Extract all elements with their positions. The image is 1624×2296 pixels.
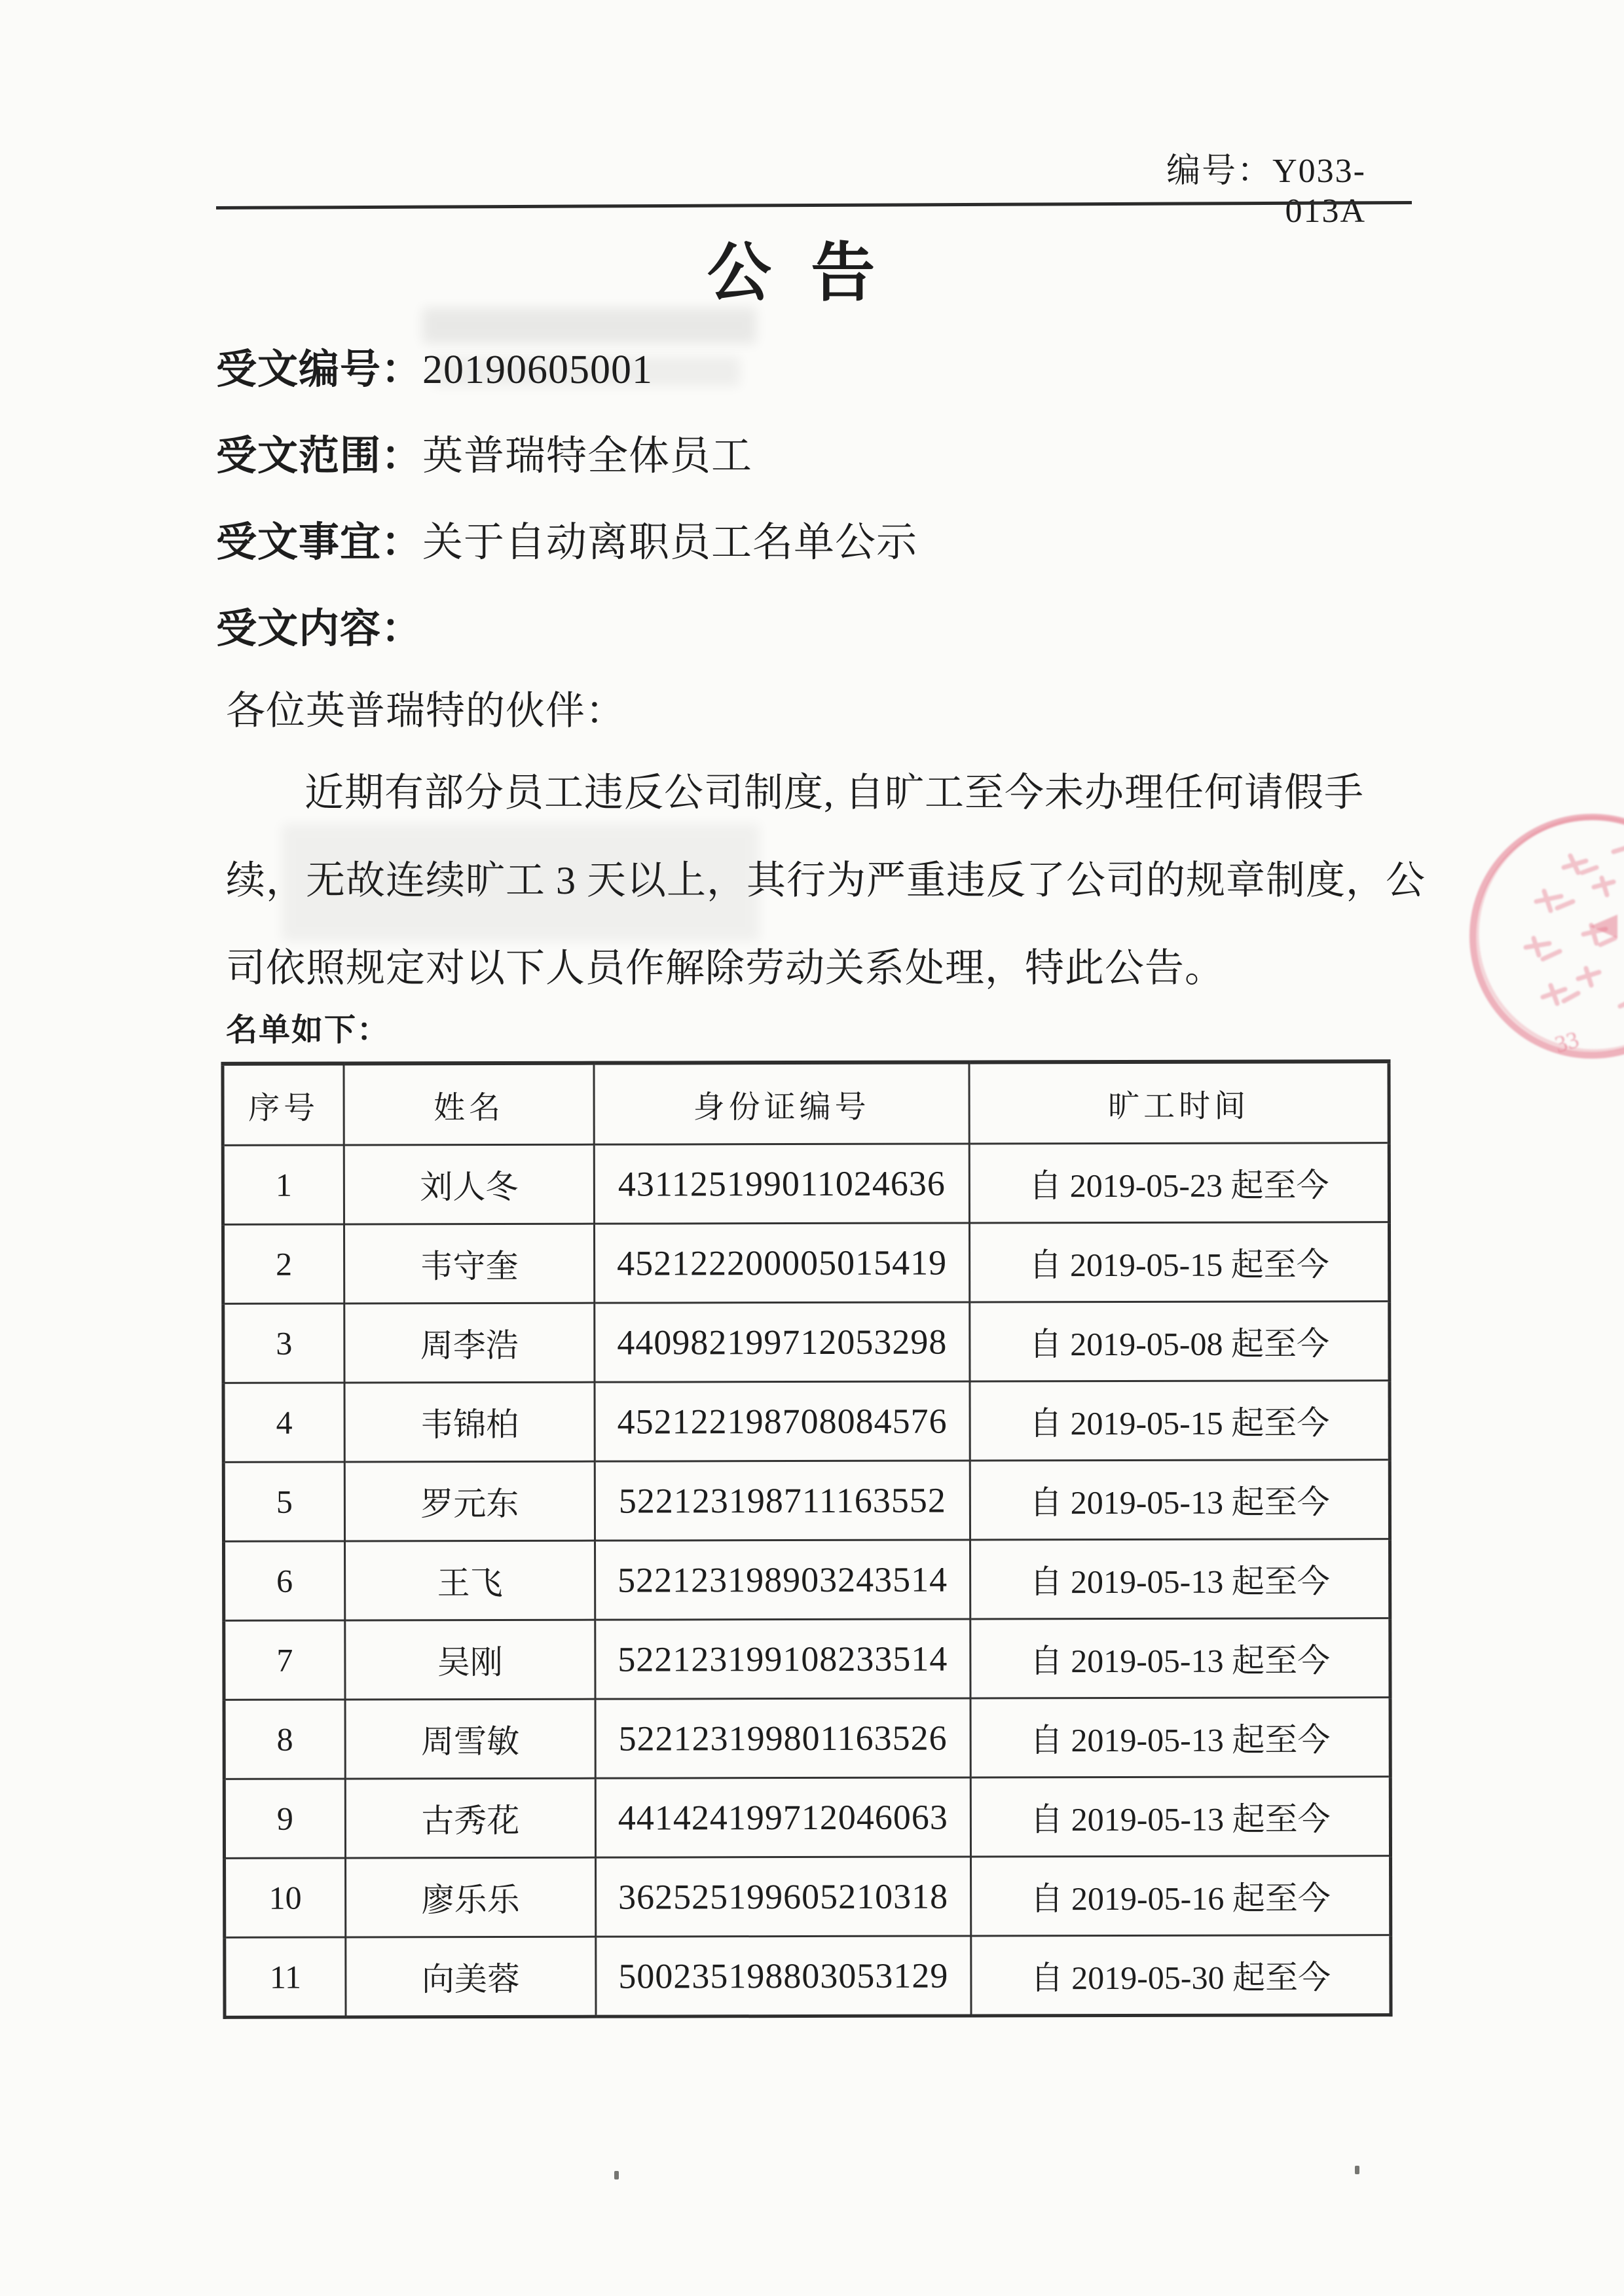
cell-index: 5	[223, 1462, 344, 1541]
header-cell-index: 序号	[223, 1063, 344, 1145]
cell-index: 6	[224, 1541, 345, 1620]
table-row	[224, 1618, 1390, 1700]
cell-id: 452122198708084576	[595, 1381, 970, 1461]
cell-name: 吴刚	[345, 1620, 595, 1700]
table-row	[223, 1143, 1389, 1225]
cell-name: 韦守奎	[344, 1224, 594, 1303]
header-cell-id: 身份证编号	[594, 1062, 969, 1144]
cell-id: 362525199605210318	[596, 1857, 971, 1937]
paragraph-line: 续，无故连续旷工 3 天以上，其行为严重违反了公司的规章制度，公	[226, 859, 1426, 902]
cell-index: 9	[224, 1779, 345, 1858]
cell-name: 古秀花	[345, 1778, 595, 1858]
cell-index: 2	[223, 1224, 344, 1303]
cell-absence: 自 2019-05-30 起至今	[971, 1935, 1391, 2016]
paragraph-line: 近期有部分员工违反公司制度, 自旷工至今未办理任何请假手	[304, 771, 1364, 814]
table-header-row	[223, 1061, 1389, 1145]
list-intro: 名单如下：	[226, 1013, 390, 1048]
cell-id: 522123199801163526	[595, 1698, 970, 1778]
cell-index: 1	[223, 1145, 344, 1224]
cell-name: 韦锦柏	[344, 1382, 595, 1462]
cell-id: 522123198711163552	[595, 1461, 970, 1540]
header-cell-absence: 旷工时间	[969, 1061, 1389, 1144]
cell-index: 10	[225, 1858, 346, 1937]
cell-id: 441424199712046063	[595, 1777, 970, 1857]
table-row	[223, 1302, 1390, 1383]
cell-index: 3	[223, 1303, 344, 1383]
cell-name: 向美蓉	[346, 1937, 596, 2017]
cell-id: 452122200005015419	[594, 1223, 969, 1303]
cell-absence: 自 2019-05-13 起至今	[970, 1777, 1390, 1857]
doc-number: 编号：Y033-013A	[1166, 153, 1366, 230]
stamp-ring	[1473, 817, 1624, 1058]
table-row	[223, 1222, 1389, 1304]
table-row	[223, 1460, 1390, 1542]
field-label: 受文内容：	[216, 606, 423, 651]
cell-absence: 自 2019-05-16 起至今	[971, 1856, 1391, 1936]
cell-name: 王飞	[345, 1540, 595, 1620]
field-row-subject	[216, 509, 918, 565]
field-value: 关于自动离职员工名单公示	[422, 520, 918, 565]
cell-index: 7	[224, 1620, 345, 1700]
table-row	[225, 1935, 1391, 2018]
cell-index: 8	[224, 1700, 345, 1779]
cell-id: 440982199712053298	[595, 1302, 970, 1382]
stamp-digits: 33	[1551, 1026, 1582, 1058]
cell-index: 11	[225, 1937, 346, 2017]
scan-speck	[1355, 2166, 1359, 2174]
cell-name: 周李浩	[344, 1303, 595, 1383]
field-label: 受文编号：	[216, 347, 423, 392]
cell-id: 522123198903243514	[595, 1540, 970, 1620]
roster-table	[221, 1059, 1392, 2019]
scan-speck	[614, 2171, 619, 2179]
page-title: 公 告	[707, 238, 878, 309]
cell-absence: 自 2019-05-13 起至今	[970, 1618, 1390, 1698]
table-row	[224, 1539, 1390, 1621]
field-row-scope	[216, 423, 753, 479]
cell-name: 周雪敏	[345, 1699, 595, 1779]
cell-absence: 自 2019-05-13 起至今	[970, 1539, 1390, 1619]
field-row-content	[216, 596, 423, 651]
cell-absence: 自 2019-05-13 起至今	[970, 1698, 1390, 1777]
cell-id: 500235198803053129	[596, 1936, 971, 2016]
cell-absence: 自 2019-05-23 起至今	[969, 1143, 1389, 1223]
field-value: 20190605001	[422, 348, 654, 392]
field-label: 受文事宜：	[216, 520, 423, 565]
salutation: 各位英普瑞特的伙伴：	[226, 689, 625, 733]
table-row	[224, 1698, 1390, 1779]
field-label: 受文范围：	[216, 433, 423, 479]
cell-absence: 自 2019-05-08 起至今	[970, 1302, 1390, 1381]
cell-name: 刘人冬	[344, 1144, 594, 1224]
paragraph-line: 司依照规定对以下人员作解除劳动关系处理，特此公告。	[226, 947, 1225, 990]
cell-absence: 自 2019-05-15 起至今	[970, 1381, 1390, 1461]
header-cell-name: 姓名	[344, 1063, 594, 1145]
red-circular-stamp	[1466, 810, 1624, 1072]
cell-id: 522123199108233514	[595, 1619, 970, 1699]
table-row	[223, 1381, 1390, 1463]
field-value: 英普瑞特全体员工	[422, 434, 753, 479]
cell-absence: 自 2019-05-13 起至今	[970, 1460, 1390, 1540]
cell-id: 431125199011024636	[594, 1144, 969, 1224]
table-row	[225, 1856, 1391, 1938]
table-row	[224, 1777, 1390, 1859]
cell-absence: 自 2019-05-15 起至今	[969, 1222, 1389, 1302]
cell-index: 4	[223, 1383, 344, 1462]
field-row-doc-id	[216, 337, 654, 392]
cell-name: 廖乐乐	[346, 1857, 596, 1937]
cell-name: 罗元东	[344, 1461, 595, 1541]
